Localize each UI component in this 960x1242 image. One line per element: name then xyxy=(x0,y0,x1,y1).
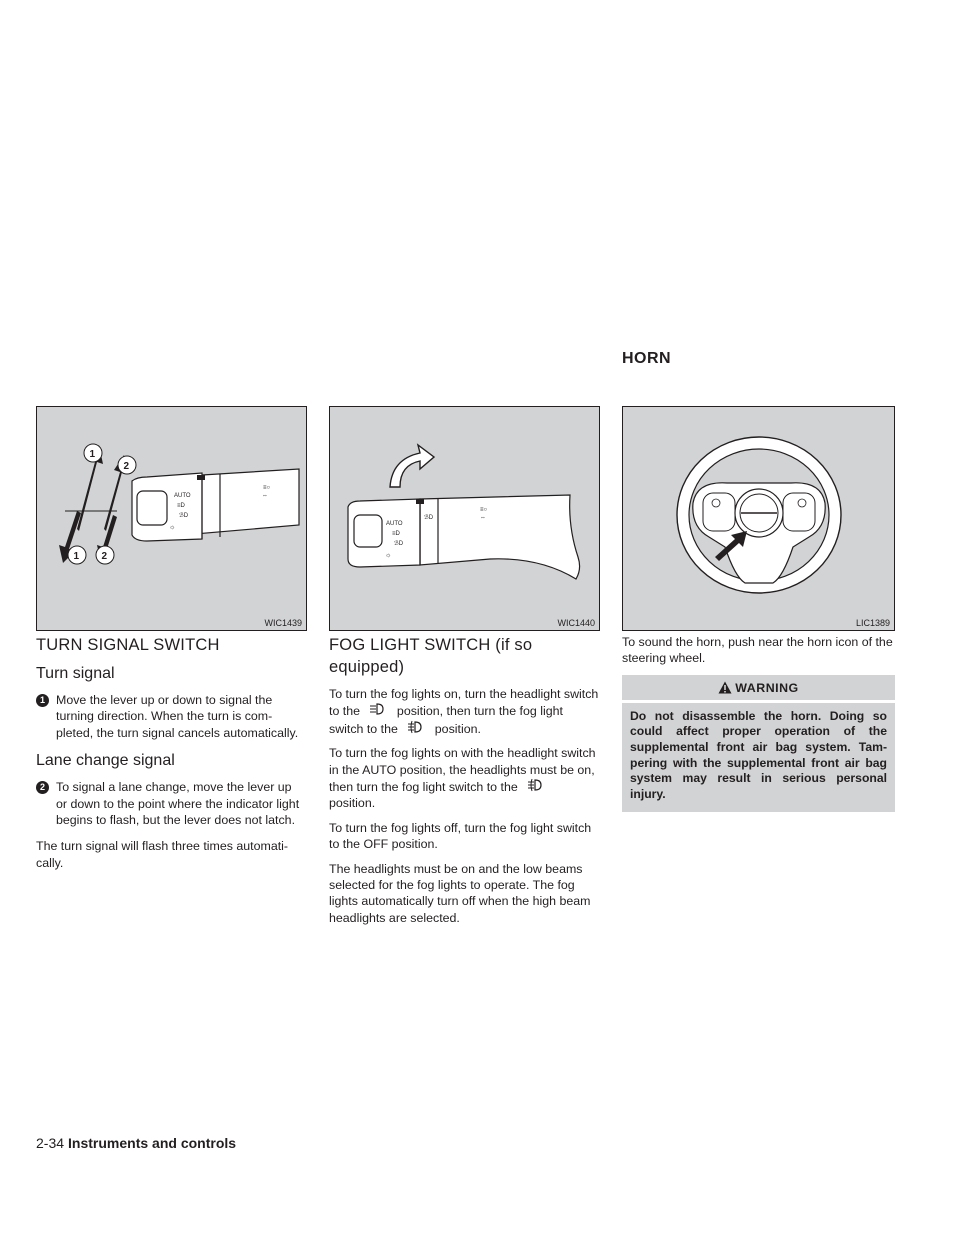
turn-signal-switch-heading: TURN SIGNAL SWITCH xyxy=(36,636,220,654)
svg-text:≡○: ≡○ xyxy=(263,485,271,491)
svg-text:☼: ☼ xyxy=(385,552,392,559)
fog-light-column xyxy=(329,634,599,934)
fog-p1-part-c: position. xyxy=(434,721,481,736)
turn-signal-column xyxy=(36,634,306,879)
svg-text:ℬD: ℬD xyxy=(179,513,189,519)
fog-p1-part-a: To turn the fog lights on, turn the headlight switch to the xyxy=(329,687,599,719)
callout-2-top: 2 xyxy=(123,461,130,472)
fog-paragraph-2 xyxy=(329,745,599,812)
step-2-text: To signal a lane change, move the lever up or down to the point where the indicator light begins to flash, but the lever does not latch. xyxy=(56,780,300,828)
page-number: 2-34 xyxy=(36,1135,65,1151)
svg-text:ℬD: ℬD xyxy=(394,541,404,547)
turn-signal-illustration xyxy=(37,407,307,631)
svg-text:⇔: ⇔ xyxy=(262,493,268,499)
fog-p2-part-b: position. xyxy=(329,796,376,811)
fog-light-switch-heading: FOG LIGHT SWITCH (if so equipped) xyxy=(329,636,533,676)
fog-switch-auto-label: AUTO xyxy=(386,521,403,527)
svg-text:ℬD: ℬD xyxy=(424,515,434,521)
warning-text: Do not disassemble the horn. Doing so could affect proper operation of the supplemental front air bag system. Tam-pering with the supplemental front air bag system may result in serious personal injury. xyxy=(630,708,887,801)
lane-change-subheading: Lane change signal xyxy=(36,752,175,770)
figure-code: WIC1439 xyxy=(264,618,302,628)
horn-heading: HORN xyxy=(622,350,672,367)
warning-title: WARNING xyxy=(735,680,799,695)
headlight-icon xyxy=(367,702,389,716)
horn-column xyxy=(622,634,895,812)
svg-text:≡D: ≡D xyxy=(392,531,400,537)
step-1-text: Move the lever up or down to signal the turning direction. When the turn is com-pleted, the turn signal cancels automatically. xyxy=(56,693,299,740)
switch-auto-label: AUTO xyxy=(174,493,191,499)
horn-paragraph: To sound the horn, push near the horn icon of the steering wheel. xyxy=(622,635,893,666)
footer-section-name: Instruments and controls xyxy=(68,1135,237,1151)
callout-1-top: 1 xyxy=(89,449,96,460)
step-2-number: 2 xyxy=(36,781,49,794)
fog-light-figure xyxy=(329,406,600,631)
fog-light-icon xyxy=(525,778,547,792)
callout-1-bottom: 1 xyxy=(73,551,80,562)
step-2 xyxy=(36,779,306,828)
warning-title-bar xyxy=(622,675,895,703)
steering-wheel-illustration xyxy=(623,407,895,631)
callout-2-bottom: 2 xyxy=(101,551,108,562)
svg-text:≡D: ≡D xyxy=(177,503,185,509)
turn-signal-figure xyxy=(36,406,307,631)
warning-icon xyxy=(718,681,732,694)
svg-text:☼: ☼ xyxy=(169,524,176,531)
fog-p1-part-b: position, then turn the fog light switch to the xyxy=(329,704,563,736)
turn-signal-subheading: Turn signal xyxy=(36,665,115,682)
turn-signal-note: The turn signal will flash three times automati-cally. xyxy=(36,839,289,870)
fog-paragraph-4: The headlights must be on and the low beams selected for the fog lights to operate. The fog lights automatically turn off when the high beam headlights are selected. xyxy=(329,861,591,925)
fog-light-illustration xyxy=(330,407,600,631)
fog-p2-part-a: To turn the fog lights on with the headlight switch in the AUTO position, the headlights must be on, then turn the fog light switch to the xyxy=(329,746,596,795)
svg-text:⇔: ⇔ xyxy=(480,515,486,521)
page-footer xyxy=(36,1135,236,1151)
fog-paragraph-1 xyxy=(329,686,599,737)
step-1-number: 1 xyxy=(36,694,49,707)
step-1 xyxy=(36,692,306,741)
fog-paragraph-3: To turn the fog lights off, turn the fog light switch to the OFF position. xyxy=(329,820,592,852)
warning-box xyxy=(622,675,895,813)
figure-code: WIC1440 xyxy=(557,618,595,628)
horn-figure xyxy=(622,406,895,631)
figure-code: LIC1389 xyxy=(855,618,890,628)
svg-text:≡○: ≡○ xyxy=(480,507,488,513)
fog-light-icon xyxy=(405,720,427,734)
